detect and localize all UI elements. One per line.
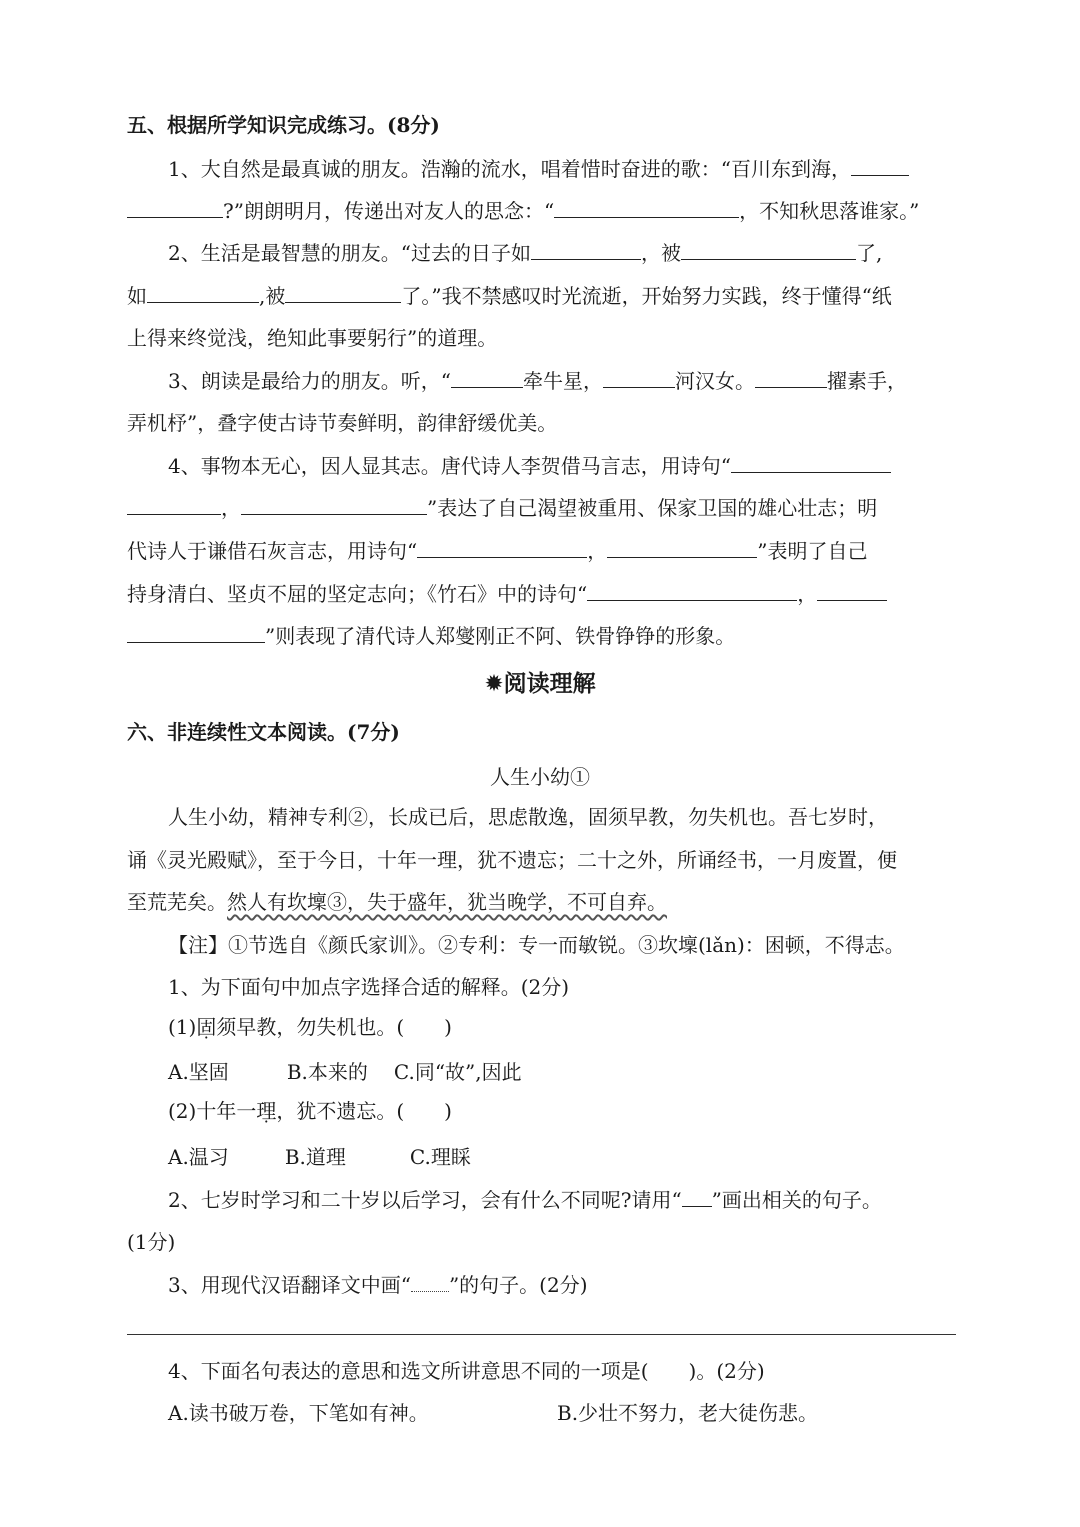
sub1-suffix: 须早教，勿失机也。( ) [216, 1015, 452, 1039]
q5-4-line1 [168, 451, 891, 481]
q5-2-text-e: ,被 [259, 284, 286, 308]
q5-2-line2 [127, 281, 892, 311]
q5-3-text-b: 牵牛星， [522, 369, 603, 393]
passage-line-1: 人生小幼，精神专利②，长成已后，思虑散逸，固须早教，勿失机也。吾七岁时， [168, 805, 888, 829]
answer-blank[interactable] [417, 537, 587, 558]
q5-1-line1 [168, 154, 909, 184]
q5-1-text-b: ?”朗朗明月，传递出对友人的思念：“ [223, 199, 555, 223]
passage-text-plain: 至荒芜矣。 [127, 890, 227, 914]
q5-4-line5 [127, 621, 735, 651]
q5-2-line1 [168, 238, 882, 268]
answer-blank[interactable] [607, 537, 757, 558]
sub2-prefix: (2)十年一 [168, 1099, 257, 1123]
section-title-reading: ✹阅读理解 [484, 671, 596, 697]
q5-1-line2 [127, 196, 919, 226]
q6-4-option-a[interactable]: A.读书破万卷，下笔如有神。 [168, 1401, 429, 1425]
q5-3-text-d: 擢素手， [826, 369, 907, 393]
answer-blank[interactable] [731, 452, 891, 473]
answer-blank[interactable] [554, 197, 739, 218]
q5-4-text-c: ”表达了自己渴望被重用、保家卫国的雄心壮志；明 [427, 496, 878, 520]
sub2-suffix: ，犹不遗忘。( ) [276, 1099, 452, 1123]
q6-3-text-a: 3、用现代汉语翻译文中画“ [168, 1273, 411, 1297]
q5-3-text-c: 河汉女。 [674, 369, 755, 393]
passage-line-2: 诵《灵光殿赋》，至于今日，十年一理，犹不遗忘；二十之外，所诵经书，一月废置，便 [127, 848, 897, 872]
answer-blank[interactable] [147, 282, 259, 303]
q5-4-text-f: ”表明了自己 [757, 539, 868, 563]
q6-1-sub2 [168, 1096, 452, 1126]
sub1-prefix: (1) [168, 1015, 197, 1039]
answer-blank[interactable] [587, 580, 797, 601]
q5-4-line4 [127, 579, 887, 609]
q6-3-text-b: ”的句子。(2分) [448, 1273, 588, 1297]
answer-blank[interactable] [127, 494, 221, 515]
q5-4-line3 [127, 536, 867, 566]
q5-1-text-a: 1、大自然是最真诚的朋友。浩瀚的流水，唱着惜时奋进的歌：“百川东到海， [168, 157, 851, 181]
dotted-underline-sample [411, 1271, 449, 1292]
answer-blank[interactable] [127, 197, 223, 218]
q5-3-text-a: 3、朗读是最给力的朋友。听，“ [168, 369, 451, 393]
answer-blank[interactable] [241, 494, 427, 515]
q6-1-sub1-options [168, 1057, 522, 1087]
answer-blank[interactable] [603, 367, 675, 388]
q5-4-text-h: ， [797, 582, 818, 606]
answer-blank[interactable] [755, 367, 827, 388]
q5-2-text-b: ，被 [640, 241, 681, 265]
q5-3-line2: 弄机杼”，叠字使古诗节奏鲜明，韵律舒缓优美。 [127, 411, 558, 435]
q6-2-line2: (1分) [127, 1230, 176, 1254]
dotted-character: 固 [196, 1015, 217, 1039]
q5-2-text-d: 如 [127, 284, 147, 308]
passage-note: 【注】①节选自《颜氏家训》。②专利：专一而敏锐。③坎壈(lǎn)：困顿，不得志。 [168, 933, 905, 957]
q5-4-text-i: ”则表现了清代诗人郑燮刚正不阿、铁骨铮铮的形象。 [265, 624, 736, 648]
section-5-heading: 五、根据所学知识完成练习。(8分) [127, 113, 440, 137]
q5-4-text-b: ， [221, 496, 241, 520]
option-a[interactable]: A.坚固 [168, 1060, 229, 1084]
q6-4-option-b[interactable]: B.少壮不努力，老大徒伤悲。 [557, 1401, 819, 1425]
answer-line[interactable] [127, 1334, 956, 1335]
q5-2-line3: 上得来终觉浅，绝知此事要躬行”的道理。 [127, 326, 498, 350]
option-c[interactable]: C.理睬 [409, 1145, 471, 1169]
option-b[interactable]: B.本来的 [286, 1060, 368, 1084]
dotted-character: 理 [256, 1099, 277, 1123]
q6-1-stem: 1、为下面句中加点字选择合适的解释。(2分) [168, 975, 570, 999]
q6-2-text-a: 2、七岁时学习和二十岁以后学习，会有什么不同呢?请用“ [168, 1188, 682, 1212]
q5-4-text-g: 持身清白、坚贞不屈的坚定志向；《竹石》中的诗句“ [127, 582, 588, 606]
underline-sample [682, 1186, 712, 1207]
q6-3-line [168, 1270, 588, 1300]
wavy-underlined-sentence: 然人有坎壈③，失于盛年，犹当晚学，不可自弃。 [227, 890, 667, 914]
q6-4-stem: 4、下面名句表达的意思和选文所讲意思不同的一项是( )。(2分) [168, 1359, 765, 1383]
answer-blank[interactable] [817, 580, 887, 601]
q6-1-sub2-options [168, 1142, 471, 1172]
passage-line-3 [127, 887, 667, 917]
answer-blank[interactable] [285, 282, 401, 303]
q6-2-line1 [168, 1185, 882, 1215]
option-a[interactable]: A.温习 [168, 1145, 229, 1169]
passage-title: 人生小幼① [490, 765, 590, 789]
q5-4-line2 [127, 493, 877, 523]
q5-4-text-e: ， [587, 539, 608, 563]
q6-1-sub1 [168, 1012, 452, 1042]
q5-2-text-c: 了, [855, 241, 883, 265]
section-6-heading: 六、非连续性文本阅读。(7分) [127, 720, 400, 744]
answer-blank[interactable] [851, 155, 909, 176]
option-b[interactable]: B.道理 [284, 1145, 346, 1169]
q6-2-text-b: ”画出相关的句子。 [711, 1188, 882, 1212]
q5-4-text-d: 代诗人于谦借石灰言志，用诗句“ [127, 539, 418, 563]
q5-1-text-c: ，不知秋思落谁家。” [739, 199, 920, 223]
q5-3-line1 [168, 366, 907, 396]
q5-2-text-a: 2、生活是最智慧的朋友。“过去的日子如 [168, 241, 531, 265]
q5-2-text-f: 了。”我不禁感叹时光流逝，开始努力实践，终于懂得“纸 [401, 284, 892, 308]
answer-blank[interactable] [127, 622, 265, 643]
q5-4-text-a: 4、事物本无心，因人显其志。唐代诗人李贺借马言志，用诗句“ [168, 454, 731, 478]
option-c[interactable]: C.同“故”,因此 [393, 1060, 522, 1084]
answer-blank[interactable] [451, 367, 523, 388]
answer-blank[interactable] [681, 239, 856, 260]
answer-blank[interactable] [531, 239, 641, 260]
